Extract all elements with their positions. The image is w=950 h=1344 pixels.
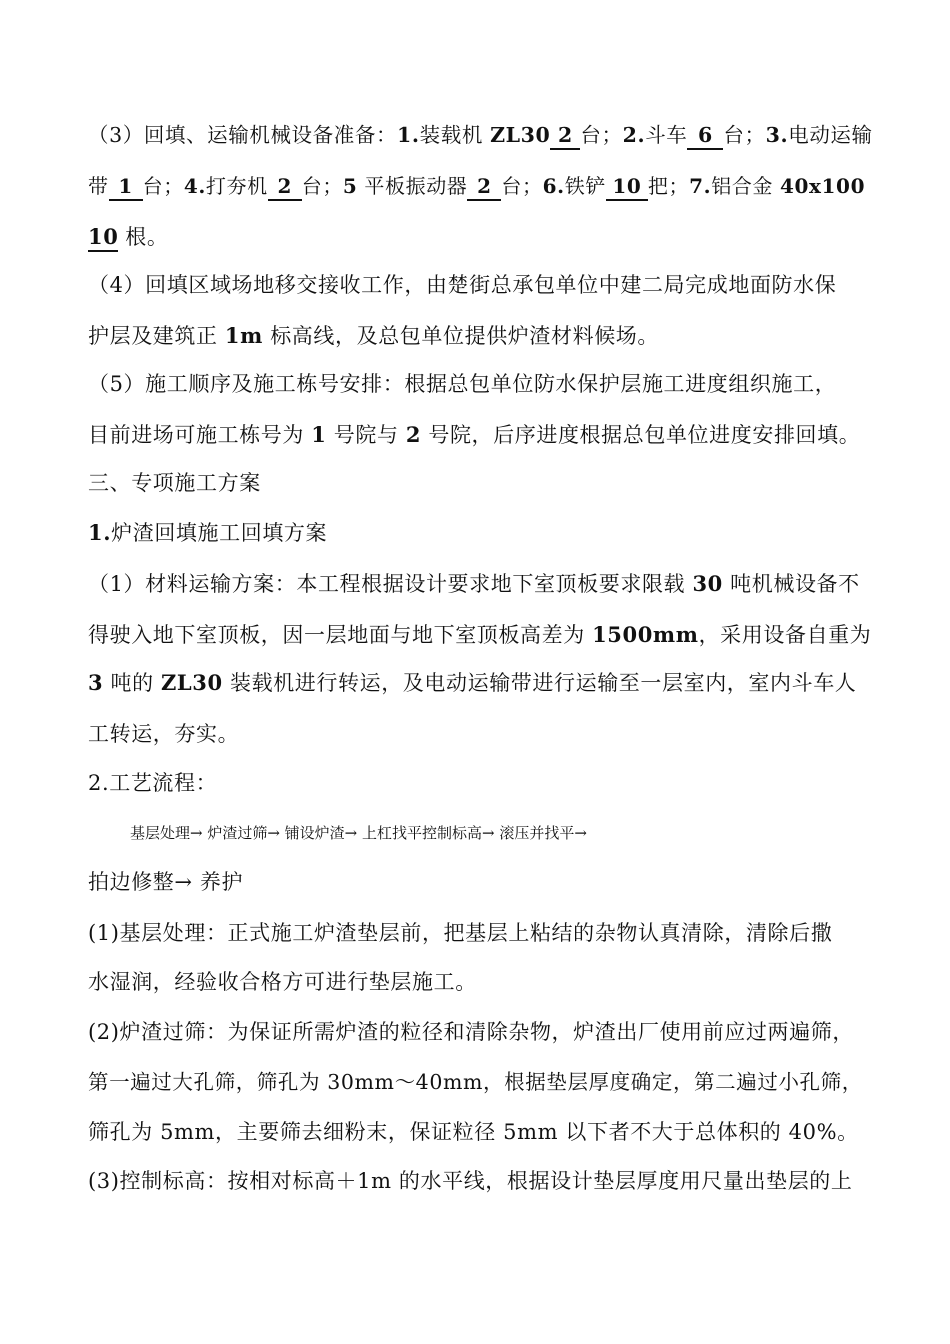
fill-blank-value: 10 <box>606 173 648 201</box>
text: 台； <box>580 123 623 147</box>
text: 基层处理→ 炉渣过筛→ 铺设炉渣→ 上杠找平控制标高→ 滚压并找平→ <box>130 824 587 842</box>
paragraph-line <box>88 1117 878 1147</box>
text: 根。 <box>125 225 169 249</box>
text: 目前进场可施工栋号为 <box>88 423 312 447</box>
text: 得驶入地下室顶板，因一层地面与地下室顶板高差为 <box>88 623 593 647</box>
heading-text: 2.工艺流程： <box>88 771 218 795</box>
text: 把； <box>647 174 690 198</box>
paragraph-line <box>88 918 878 948</box>
text: 电动运输 <box>788 123 873 147</box>
paragraph-line <box>88 369 878 399</box>
text: (2)炉渣过筛：为保证所需炉渣的粒径和清除杂物，炉渣出厂使用前应过两遍筛， <box>88 1020 854 1044</box>
paragraph-line <box>88 1017 878 1047</box>
text: 台； <box>142 174 184 198</box>
text: 铝合金 <box>711 174 780 198</box>
text: 3. <box>765 123 789 147</box>
text: 平板振动器 <box>357 174 468 198</box>
paragraph-line <box>88 719 878 749</box>
text: 1. <box>397 123 420 147</box>
paragraph-line <box>88 321 878 351</box>
subsection-heading <box>88 768 878 798</box>
paragraph-line <box>88 1067 878 1097</box>
text: 第一遍过大孔筛，筛孔为 30mm～40mm，根据垫层厚度确定，第二遍过小孔筛， <box>88 1070 863 1094</box>
text: 标高线，及总包单位提供炉渣材料候场。 <box>262 324 659 348</box>
text: （5）施工顺序及施工栋号安排：根据总包单位防水保护层施工进度组织施工， <box>88 372 837 396</box>
text: 6. <box>542 174 565 198</box>
text: (1)基层处理：正式施工炉渣垫层前，把基层上粘结的杂物认真清除，清除后撒 <box>88 921 833 945</box>
text: 号院，后序进度根据总包单位进度安排回填。 <box>421 423 861 447</box>
paragraph-line <box>88 569 878 599</box>
text: 装载机进行转运，及电动运输带进行运输至一层室内，室内斗车人 <box>222 671 857 695</box>
paragraph-line <box>88 620 878 650</box>
text: 5 <box>342 174 358 198</box>
text: 1m <box>224 323 263 348</box>
equipment-line-2 <box>88 171 878 201</box>
text: 4. <box>183 174 206 198</box>
text: 2 <box>405 422 422 447</box>
text: 2. <box>622 123 646 147</box>
text: 40x100 <box>779 174 866 198</box>
text: 台； <box>301 174 343 198</box>
equipment-line-1 <box>88 120 878 150</box>
text: 1 <box>311 422 327 447</box>
text: 30 <box>692 571 723 596</box>
equipment-line-3 <box>88 222 878 252</box>
text: ZL30 <box>160 670 223 695</box>
subsection-heading <box>88 518 878 548</box>
text: ，采用设备自重为 <box>698 623 872 647</box>
text: 斗车 <box>645 123 688 147</box>
text: 1500mm <box>592 622 699 647</box>
paragraph-line <box>88 1166 878 1196</box>
text: 铁铲 <box>564 174 606 198</box>
text: （3）回填、运输机械设备准备： <box>88 123 398 147</box>
fill-blank-value: 2 <box>268 173 302 201</box>
section-heading <box>88 468 878 498</box>
text: 号院与 <box>326 423 406 447</box>
text: 筛孔为 5mm，主要筛去细粉末，保证粒径 5mm 以下者不大于总体积的 40%。 <box>88 1120 859 1144</box>
text: 7. <box>689 174 712 198</box>
text: （4）回填区域场地移交接收工作，由楚街总承包单位中建二局完成地面防水保 <box>88 273 837 297</box>
text: 3 <box>88 670 104 695</box>
paragraph-line <box>88 420 878 450</box>
text: (3)控制标高：按相对标高＋1m 的水平线，根据设计垫层厚度用尺量出垫层的上 <box>88 1169 853 1193</box>
text: 吨的 <box>103 671 161 695</box>
fill-blank-value: 2 <box>550 122 580 150</box>
paragraph-line <box>88 270 878 300</box>
text: 吨机械设备不 <box>722 572 860 596</box>
fill-blank-value: 10 <box>88 224 118 252</box>
fill-blank-value: 2 <box>467 173 501 201</box>
text: 打夯机 <box>205 174 268 198</box>
text: 台； <box>501 174 543 198</box>
text: 装载机 <box>419 123 491 147</box>
heading-text: 炉渣回填施工回填方案 <box>111 521 328 545</box>
text: （1）材料运输方案：本工程根据设计要求地下室顶板要求限载 <box>88 572 693 596</box>
text: 水湿润，经验收合格方可进行垫层施工。 <box>88 970 477 994</box>
text: 台； <box>723 123 766 147</box>
text: ZL30 <box>490 123 551 147</box>
fill-blank-value: 1 <box>109 173 143 201</box>
heading-text: 三、专项施工方案 <box>88 471 261 495</box>
text: 工转运，夯实。 <box>88 722 240 746</box>
text: 带 <box>88 174 109 198</box>
text: 1. <box>88 520 112 545</box>
text: 护层及建筑正 <box>88 324 225 348</box>
paragraph-line <box>88 668 878 698</box>
text: 拍边修整→ 养护 <box>88 870 244 894</box>
paragraph-line <box>88 967 878 997</box>
process-flow-line <box>88 867 878 897</box>
process-flow-line <box>130 818 920 848</box>
fill-blank-value: 6 <box>687 122 723 150</box>
